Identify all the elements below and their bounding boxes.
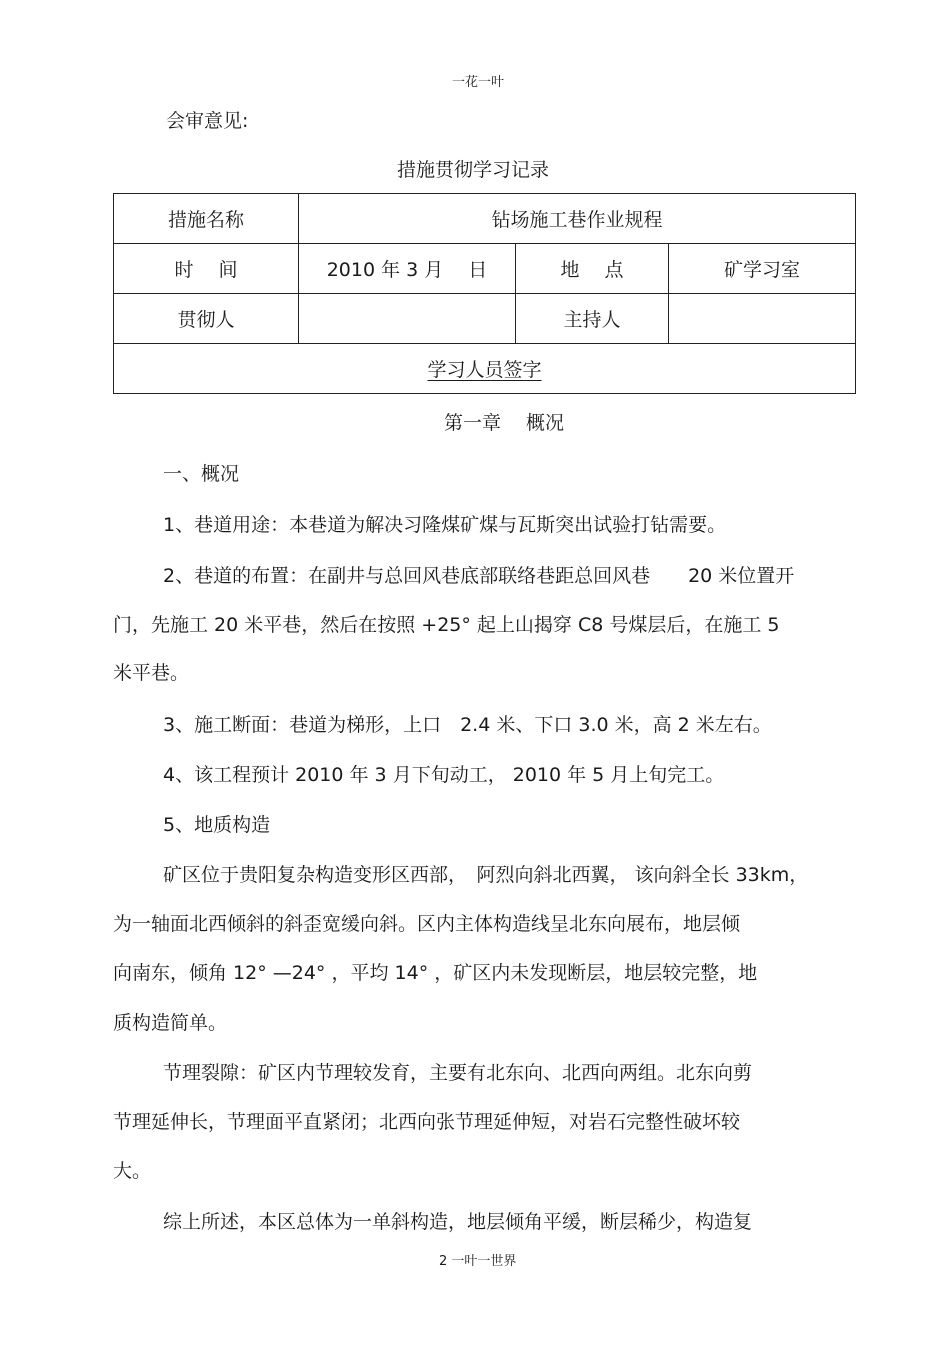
time-value: 2010 年 3 月 日 xyxy=(299,244,516,294)
table-row xyxy=(114,344,856,394)
paragraph-geology-heading: 5、地质构造 xyxy=(163,814,271,836)
signature-label: 学习人员签字 xyxy=(427,359,542,381)
place-label: 地 点 xyxy=(516,244,669,294)
paragraph-section: 3、施工断面：巷道为梯形，上口 2.4 米、下口 3.0 米，高 2 米左右。 xyxy=(163,714,772,736)
record-title: 措施贯彻学习记录 xyxy=(397,159,550,181)
implementer-value xyxy=(299,294,516,344)
study-record-table xyxy=(113,193,856,394)
implementer-label: 贯彻人 xyxy=(114,294,299,344)
paragraph-layout-line3: 米平巷。 xyxy=(113,662,190,684)
page-footer: 2 一叶一世界 xyxy=(439,1254,517,1269)
paragraph-layout-line2: 门，先施工 20 米平巷，然后在按照 +25° 起上山揭穿 C8 号煤层后，在施工 5 xyxy=(113,614,780,636)
paragraph-usage: 1、巷道用途：本巷道为解决习隆煤矿煤与瓦斯突出试验打钻需要。 xyxy=(163,514,727,536)
host-value xyxy=(669,294,856,344)
paragraph-layout-line1: 2、巷道的布置：在副井与总回风巷底部联络巷距总回风巷 20 米位置开 xyxy=(163,565,795,587)
paragraph-geology-line4: 质构造简单。 xyxy=(113,1012,228,1034)
paragraph-summary-line1: 综上所述，本区总体为一单斜构造，地层倾角平缓，断层稀少，构造复 xyxy=(163,1211,753,1233)
paragraph-schedule: 4、该工程预计 2010 年 3 月下旬动工， 2010 年 5 月上旬完工。 xyxy=(163,764,725,786)
section-title: 一、概况 xyxy=(163,463,240,485)
measure-name-value: 钻场施工巷作业规程 xyxy=(299,194,856,244)
place-value: 矿学习室 xyxy=(669,244,856,294)
page-header: 一花一叶 xyxy=(452,75,505,90)
chapter-title: 第一章 概况 xyxy=(444,412,565,434)
time-label: 时 间 xyxy=(114,244,299,294)
paragraph-geology-line2: 为一轴面北西倾斜的斜歪宽缓向斜。区内主体构造线呈北东向展布，地层倾 xyxy=(113,913,741,935)
measure-name-label: 措施名称 xyxy=(114,194,299,244)
paragraph-geology-line1: 矿区位于贵阳复杂构造变形区西部， 阿烈向斜北西翼， 该向斜全长 33km， xyxy=(163,864,809,886)
table-row xyxy=(114,194,856,244)
review-opinion-label: 会审意见: xyxy=(166,110,249,132)
table-row xyxy=(114,244,856,294)
paragraph-joints-line3: 大。 xyxy=(113,1160,152,1182)
host-label: 主持人 xyxy=(516,294,669,344)
paragraph-joints-line2: 节理延伸长，节理面平直紧闭；北西向张节理延伸短，对岩石完整性破坏较 xyxy=(113,1111,741,1133)
paragraph-geology-line3: 向南东，倾角 12° —24° ，平均 14° ，矿区内未发现断层，地层较完整，地 xyxy=(113,962,758,984)
table-row xyxy=(114,294,856,344)
paragraph-joints-line1: 节理裂隙：矿区内节理较发育，主要有北东向、北西向两组。北东向剪 xyxy=(163,1062,753,1084)
